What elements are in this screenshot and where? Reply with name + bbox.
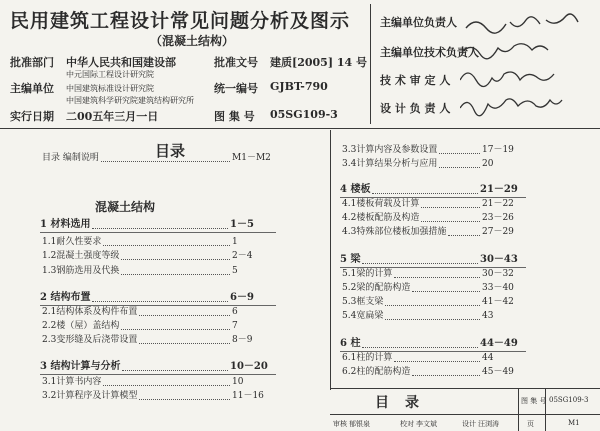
toc-entry-label: 4.1楼板荷载及计算 bbox=[342, 199, 420, 209]
toc-entry[interactable] bbox=[342, 198, 522, 210]
toc-leader-dots bbox=[412, 291, 480, 292]
toc-entry[interactable] bbox=[342, 144, 522, 156]
toc-entry-label: 1 材料选用 bbox=[40, 219, 91, 230]
toc-divider bbox=[330, 130, 331, 390]
titleblock-atlas-label: 图 集 号 bbox=[521, 397, 547, 405]
titleblock-divider-1 bbox=[518, 388, 519, 431]
signature-chief bbox=[466, 14, 578, 33]
toc-entry[interactable] bbox=[42, 390, 272, 402]
toc-entry-page: 21－22 bbox=[482, 199, 514, 209]
atlas-title: 民用建筑工程设计常见问题分析及图示 bbox=[10, 10, 351, 32]
responsible-chief: 主编单位负责人 bbox=[380, 16, 457, 29]
toc-entry-page: 11－16 bbox=[232, 391, 264, 401]
signatures-graphic bbox=[460, 8, 590, 118]
toc-entry-label: 5.2梁的配筋构造 bbox=[342, 283, 411, 293]
toc-leader-dots bbox=[101, 161, 230, 162]
toc-section-rule bbox=[40, 374, 276, 375]
toc-entry-page: 17－19 bbox=[482, 145, 514, 155]
concrete-section-title: 混凝土结构 bbox=[95, 200, 156, 214]
toc-entry-label: 2.3变形缝及后浇带设置 bbox=[42, 335, 138, 345]
toc-entry[interactable] bbox=[42, 320, 272, 332]
toc-leader-dots bbox=[121, 259, 230, 260]
toc-entry[interactable] bbox=[42, 152, 272, 164]
toc-entry[interactable] bbox=[42, 334, 272, 346]
toc-entry-page: 30－43 bbox=[480, 254, 518, 265]
toc-leader-dots bbox=[385, 319, 480, 320]
toc-entry-page: 23－26 bbox=[482, 213, 514, 223]
toc-entry-page: 6 bbox=[232, 307, 238, 317]
approval-dept-label: 批准部门 bbox=[10, 56, 54, 69]
editor-unit-2: 中国建筑标准设计研究院 bbox=[66, 84, 154, 93]
toc-leader-dots bbox=[139, 315, 230, 316]
signature-design bbox=[460, 99, 562, 116]
editor-unit-label: 主编单位 bbox=[10, 82, 54, 95]
responsible-review: 技 术 审 定 人 bbox=[380, 74, 451, 87]
toc-entry-page: 21－29 bbox=[480, 184, 518, 195]
toc-entry[interactable] bbox=[340, 184, 520, 196]
titleblock-proof-name: 李文斌 bbox=[416, 420, 437, 428]
toc-entry-page: 43 bbox=[482, 311, 494, 321]
toc-entry-page: 1 bbox=[232, 237, 238, 247]
effective-label: 实行日期 bbox=[10, 110, 54, 123]
responsible-tech: 主编单位技术负责人 bbox=[380, 46, 479, 59]
toc-leader-dots bbox=[439, 167, 480, 168]
toc-leader-dots bbox=[103, 385, 230, 386]
toc-leader-dots bbox=[372, 193, 478, 194]
toc-entry-page: 6－9 bbox=[230, 292, 254, 303]
toc-entry-label: 3.4计算结果分析与应用 bbox=[342, 159, 438, 169]
toc-entry-page: M1－M2 bbox=[232, 153, 271, 163]
toc-entry-page: 2－4 bbox=[232, 251, 253, 261]
toc-entry-label: 3 结构计算与分析 bbox=[40, 361, 121, 372]
toc-entry-page: 33－40 bbox=[482, 283, 514, 293]
toc-entry[interactable] bbox=[42, 376, 272, 388]
toc-entry[interactable] bbox=[40, 219, 270, 231]
toc-entry[interactable] bbox=[42, 250, 272, 262]
toc-entry-label: 1.2混凝土强度等级 bbox=[42, 251, 120, 261]
uniform-no: GJBT-790 bbox=[270, 80, 328, 93]
toc-leader-dots bbox=[121, 274, 230, 275]
toc-entry[interactable] bbox=[342, 282, 522, 294]
toc-entry[interactable] bbox=[40, 361, 270, 373]
toc-leader-dots bbox=[122, 370, 228, 371]
header-bottom-rule bbox=[0, 128, 600, 129]
toc-leader-dots bbox=[92, 301, 228, 302]
atlas-subtitle: （混凝土结构） bbox=[150, 34, 235, 48]
titleblock-sheet-label: 页 bbox=[527, 420, 534, 428]
toc-entry[interactable] bbox=[340, 254, 520, 266]
signature-tech bbox=[462, 44, 548, 59]
toc-leader-dots bbox=[385, 305, 480, 306]
approval-no: 建质[2005] 14 号 bbox=[270, 56, 367, 69]
toc-entry[interactable] bbox=[342, 268, 522, 280]
titleblock-check-name: 郁银泉 bbox=[349, 420, 370, 428]
toc-entry-label: 5.4宽扁梁 bbox=[342, 311, 384, 321]
toc-entry-label: 3.2计算程序及计算模型 bbox=[42, 391, 138, 401]
editor-unit-3: 中国建筑科学研究院建筑结构研究所 bbox=[66, 96, 194, 105]
toc-leader-dots bbox=[421, 207, 480, 208]
toc-entry-label: 目录 编制说明 bbox=[42, 153, 99, 163]
toc-entry-label: 2.1结构体系及构件布置 bbox=[42, 307, 138, 317]
toc-entry[interactable] bbox=[42, 236, 272, 248]
toc-entry-page: 10－20 bbox=[230, 361, 268, 372]
toc-entry[interactable] bbox=[40, 292, 270, 304]
toc-entry[interactable] bbox=[342, 158, 522, 170]
toc-entry[interactable] bbox=[42, 265, 272, 277]
header-divider bbox=[370, 4, 371, 124]
toc-leader-dots bbox=[394, 361, 480, 362]
titleblock-design-name: 汪浏涛 bbox=[478, 420, 499, 428]
toc-entry[interactable] bbox=[342, 366, 522, 378]
approval-dept: 中华人民共和国建设部 bbox=[66, 56, 176, 69]
toc-leader-dots bbox=[412, 375, 480, 376]
toc-entry-label: 1.1耐久性要求 bbox=[42, 237, 102, 247]
toc-entry-label: 4 楼板 bbox=[340, 184, 371, 195]
toc-entry-label: 4.3特殊部位楼板加强措施 bbox=[342, 227, 447, 237]
toc-entry-page: 27－29 bbox=[482, 227, 514, 237]
titleblock-design-label: 设计 bbox=[462, 420, 476, 428]
toc-entry[interactable] bbox=[42, 306, 272, 318]
toc-leader-dots bbox=[439, 153, 480, 154]
toc-section-rule bbox=[40, 232, 276, 233]
toc-entry[interactable] bbox=[340, 338, 520, 350]
toc-entry[interactable] bbox=[342, 310, 522, 322]
toc-entry-label: 5.1梁的计算 bbox=[342, 269, 393, 279]
titleblock-check-label: 审核 bbox=[333, 420, 347, 428]
titleblock-atlas-no: 05SG109-3 bbox=[549, 396, 589, 404]
toc-leader-dots bbox=[139, 399, 230, 400]
toc-entry-label: 2.2楼（屋）盖结构 bbox=[42, 321, 120, 331]
toc-entry-page: 41－42 bbox=[482, 297, 514, 307]
toc-entry-page: 5 bbox=[232, 266, 238, 276]
approval-no-label: 批准文号 bbox=[214, 56, 258, 69]
toc-entry[interactable] bbox=[342, 226, 522, 238]
toc-leader-dots bbox=[121, 329, 230, 330]
toc-entry-page: 45－49 bbox=[482, 367, 514, 377]
toc-entry-page: 20 bbox=[482, 159, 494, 169]
titleblock-mid-rule bbox=[330, 414, 600, 415]
toc-entry-page: 1－5 bbox=[230, 219, 254, 230]
toc-entry-label: 3.3计算内容及参数设置 bbox=[342, 145, 438, 155]
toc-leader-dots bbox=[139, 343, 230, 344]
toc-leader-dots bbox=[362, 263, 478, 264]
toc-entry-label: 5.3框支梁 bbox=[342, 297, 384, 307]
atlas-header bbox=[0, 0, 600, 130]
atlas-no: 05SG109-3 bbox=[270, 108, 338, 121]
toc-entry-label: 6.1柱的计算 bbox=[342, 353, 393, 363]
toc-leader-dots bbox=[448, 235, 480, 236]
toc-leader-dots bbox=[103, 245, 230, 246]
toc-entry-page: 44－49 bbox=[480, 338, 518, 349]
toc-leader-dots bbox=[92, 228, 228, 229]
toc-entry-label: 6 柱 bbox=[340, 338, 361, 349]
toc-entry[interactable] bbox=[342, 212, 522, 224]
toc-leader-dots bbox=[362, 347, 478, 348]
toc-entry-label: 3.1计算书内容 bbox=[42, 377, 102, 387]
toc-entry-label: 5 梁 bbox=[340, 254, 361, 265]
titleblock-divider-2 bbox=[545, 388, 546, 431]
toc-entry-page: 7 bbox=[232, 321, 238, 331]
titleblock-top-rule bbox=[330, 388, 600, 389]
toc-title: 目录 bbox=[154, 142, 185, 160]
toc-entry-label: 1.3钢筋选用及代换 bbox=[42, 266, 120, 276]
toc-entry[interactable] bbox=[342, 296, 522, 308]
toc-entry-label: 6.2柱的配筋构造 bbox=[342, 367, 411, 377]
toc-leader-dots bbox=[421, 221, 480, 222]
editor-unit-1: 中元国际工程设计研究院 bbox=[66, 70, 154, 79]
toc-entry-page: 44 bbox=[482, 353, 494, 363]
toc-entry-label: 2 结构布置 bbox=[40, 292, 91, 303]
toc-entry-label: 4.2楼板配筋及构造 bbox=[342, 213, 420, 223]
responsible-design: 设 计 负 责 人 bbox=[380, 102, 451, 115]
titleblock-sheet-no: M1 bbox=[568, 419, 580, 427]
signature-review bbox=[460, 72, 554, 87]
toc-entry[interactable] bbox=[342, 352, 522, 364]
titleblock-main-title: 目录 bbox=[375, 395, 435, 411]
toc-entry-page: 8－9 bbox=[232, 335, 253, 345]
effective-date: 二00五年三月一日 bbox=[66, 110, 159, 123]
toc-leader-dots bbox=[394, 277, 480, 278]
atlas-no-label: 图 集 号 bbox=[214, 110, 255, 123]
uniform-no-label: 统一编号 bbox=[214, 82, 258, 95]
toc-entry-page: 10 bbox=[232, 377, 244, 387]
toc-entry-page: 30－32 bbox=[482, 269, 514, 279]
titleblock-proof-label: 校对 bbox=[400, 420, 414, 428]
